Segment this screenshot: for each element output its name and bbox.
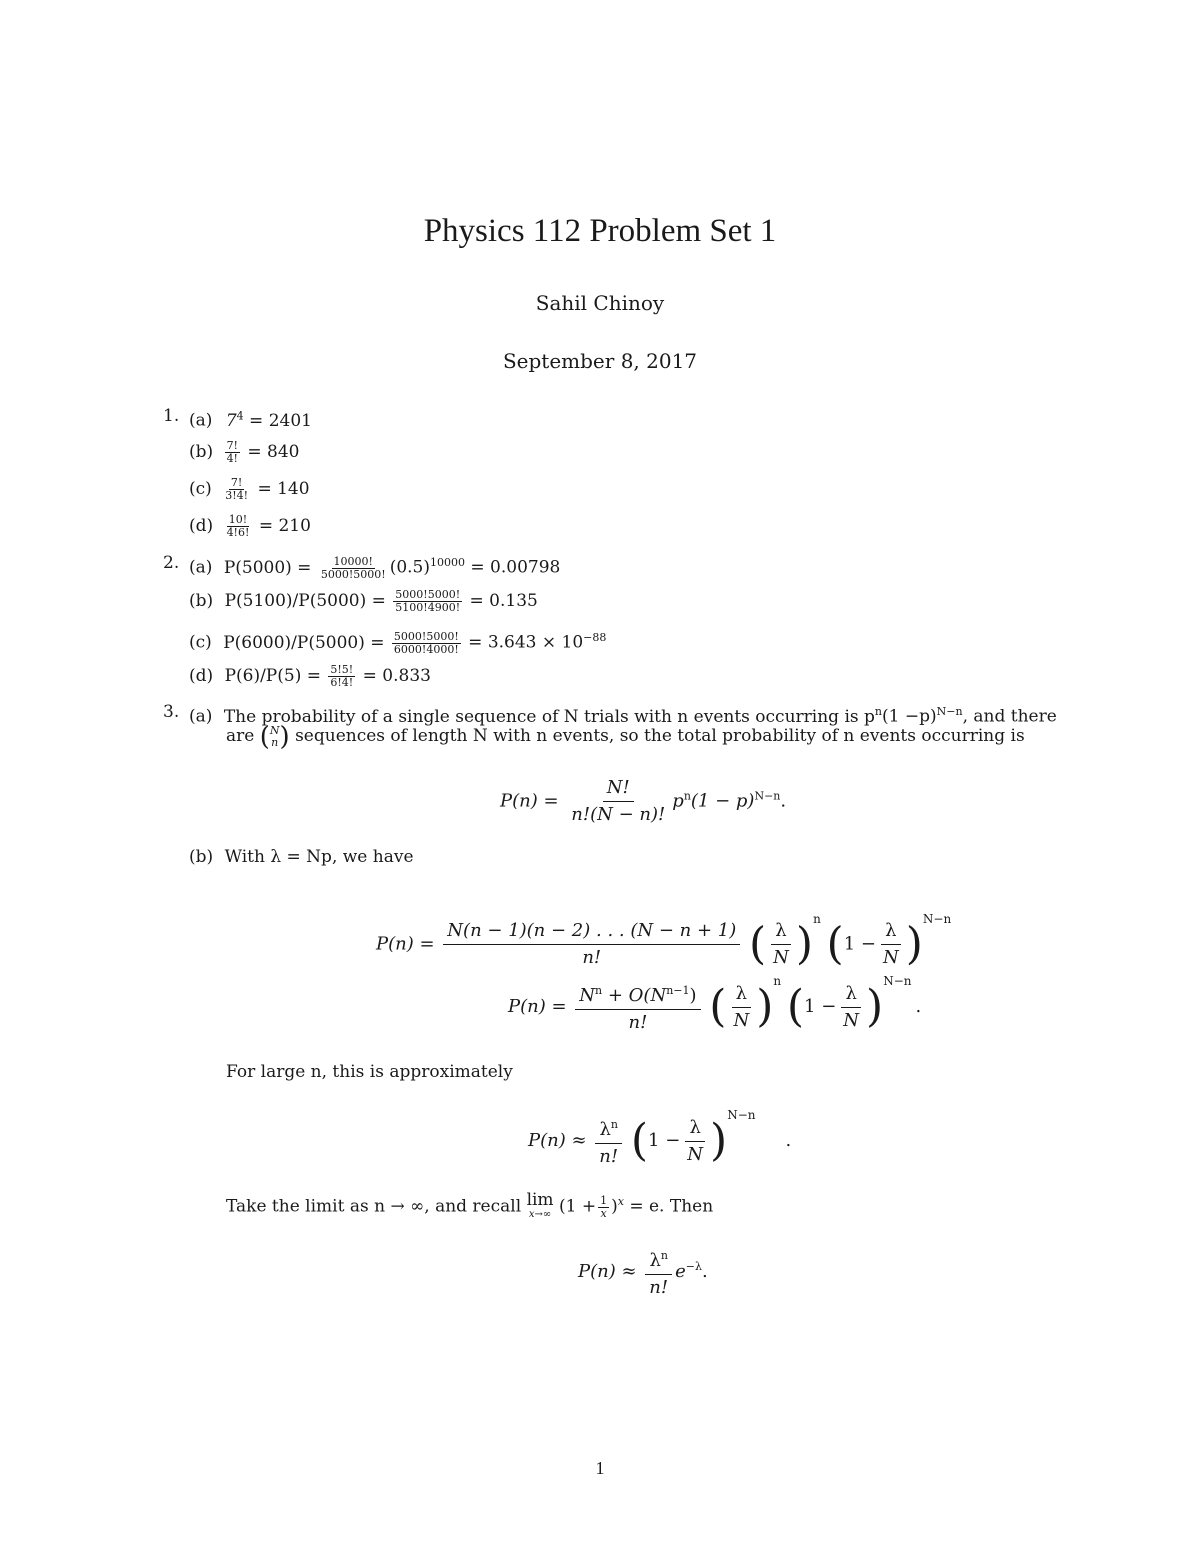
q2a-exp: 10000 [430, 556, 465, 569]
exp-n-minus-n: N−n [883, 974, 912, 988]
q3b-eq3-exp: n [610, 1118, 618, 1131]
q2a [189, 551, 560, 581]
q1d-numerator: 10! [228, 513, 248, 526]
document-title: Physics 112 Problem Set 1 [423, 213, 777, 249]
q2-number: 2. [163, 553, 180, 573]
q1d-result: = 210 [258, 516, 311, 536]
q2b-denominator: 5100!4900! [395, 601, 461, 614]
q2b-result: = 0.135 [469, 591, 538, 611]
author-name: Sahil Chinoy [535, 291, 665, 315]
q3a-eq-lhs: P(n) = [500, 790, 559, 812]
one-minus: 1 − [804, 996, 837, 1017]
q1c-denominator: 3!4! [225, 489, 249, 502]
binomial: ( N n ) [259, 721, 290, 752]
q3a-text1-mid: (1 −p) [882, 706, 937, 727]
q3b-text3-mid: (1 + [558, 1196, 597, 1217]
n-symbol: N [687, 1143, 704, 1165]
q3b-text3-end: = e. Then [629, 1196, 714, 1217]
document-date: September 8, 2017 [502, 349, 698, 373]
q3b-eq2-lhs: P(n) = [508, 996, 567, 1017]
q2c-lhs: P(6000)/P(5000) = [223, 632, 385, 653]
q1a-base: 7 [225, 410, 237, 431]
q3a-eq-denominator: n!(N − n)! [571, 804, 666, 825]
q3b-eq1-numerator: N(n − 1)(n − 2) . . . (N − n + 1) [443, 918, 740, 945]
q3b-eq4-e-exp: −λ [685, 1260, 702, 1273]
q3b-eq1-lhs: P(n) = [376, 933, 435, 955]
q2c [189, 626, 606, 656]
q1d [189, 514, 311, 539]
q2d-label: (d) [189, 666, 214, 686]
exp-n-minus-n: N−n [922, 911, 952, 926]
q3b-equation1: P(n) = $\frac{N(n - 1)(n - 2) . . . (N - n + 1)}{n!}$ ( $\frac{\lambda}{N}$ )$^n$ (1 − $\frac{\lambda}{N}$ )$^{N-n}$ [376, 911, 952, 970]
q3a-text1-end: , and there [962, 706, 1057, 727]
q3b-text3-exp: x [617, 1195, 624, 1208]
q3b-eq4-e: e [675, 1261, 686, 1282]
q2c-denominator: 6000!4000! [393, 642, 459, 656]
q2d-lhs: P(6)/P(5) = [224, 666, 321, 686]
q3a-eq-p: p [672, 790, 684, 812]
q1d-label: (d) [189, 516, 214, 536]
limit-subscript: x→∞ [528, 1209, 552, 1220]
lambda-symbol: λ [881, 918, 900, 945]
q1a-label: (a) [189, 410, 213, 431]
q1b-denominator: 4! [226, 452, 238, 465]
q3b-eq2-num-end: ) [689, 985, 697, 1006]
binomial-top: N [269, 723, 280, 737]
q3b-text3 [226, 1190, 713, 1220]
q1b-label: (b) [189, 442, 214, 462]
q2b-numerator: 5000!5000! [395, 588, 461, 601]
q2d-result: = 0.833 [362, 666, 431, 686]
q2a-label: (a) [189, 557, 213, 578]
q3b-line1 [189, 845, 414, 869]
one-minus: 1 − [648, 1130, 681, 1151]
q3a-eq-p-exp: n [683, 789, 691, 803]
q1a-exp: 4 [236, 409, 244, 422]
n-symbol: N [882, 947, 899, 968]
q3b-eq3-lambda: λ [599, 1119, 611, 1140]
q2b-label: (b) [189, 591, 214, 611]
q3a-eq-end: . [780, 790, 787, 812]
q3b-eq3-denominator: n! [599, 1146, 619, 1167]
q3b-eq2-num-rest: + O(N [607, 985, 667, 1006]
q2c-result: = 3.643 × 10 [468, 632, 584, 653]
one-minus: 1 − [843, 933, 876, 955]
q2a-numerator: 10000! [333, 554, 373, 568]
q3b-equation4 [578, 1243, 708, 1301]
q2c-numerator: 5000!5000! [393, 629, 459, 643]
lambda-symbol: λ [841, 981, 860, 1008]
lambda-symbol: λ [771, 918, 790, 945]
exp-n-minus-n: N−n [727, 1108, 756, 1122]
q3b-eq2-num-exp2: n−1 [666, 984, 690, 997]
q1-number: 1. [163, 406, 180, 426]
q3b-text2: For large n, this is approximately [226, 1062, 513, 1082]
lambda-symbol: λ [685, 1115, 704, 1142]
q2b-lhs: P(5100)/P(5000) = [224, 591, 386, 611]
q2d [189, 664, 431, 689]
q2b [189, 589, 538, 614]
q2d-numerator: 5!5! [330, 663, 354, 676]
q3a-eq-rhs: (1 − p) [690, 790, 755, 812]
q1d-denominator: 4!6! [226, 526, 250, 539]
q2a-lhs: P(5000) = [223, 557, 312, 578]
q3a-text1-exp2: N−n [936, 705, 963, 718]
page-number: 1 [595, 1458, 605, 1478]
q3b-equation3: P(n) ≈ $\frac{\lambda^n}{n!}$ (1 − $\frac{\lambda}{N}$ )$^{N-n}$. [528, 1112, 791, 1170]
q2a-result: = 0.00798 [470, 557, 561, 578]
n-symbol: N [773, 947, 789, 968]
q3a-line2 [226, 721, 1025, 752]
q3a-text2-start: are [226, 726, 255, 746]
q3b-eq2-period: . [915, 996, 922, 1017]
q3-number: 3. [163, 702, 180, 722]
q3b-text3-frac-num: 1 [600, 1193, 608, 1207]
lambda-symbol: λ [732, 981, 751, 1008]
q3b-eq1-denominator: n! [582, 947, 602, 968]
q3b-eq2-denominator: n! [628, 1012, 648, 1033]
q1a [189, 404, 312, 433]
q3b-eq3-lhs: P(n) ≈ [528, 1130, 587, 1151]
n-symbol: N [733, 1009, 750, 1031]
q1c-result: = 140 [257, 479, 310, 499]
q3b-eq4-period: . [701, 1261, 708, 1282]
q3a-eq-numerator: N! [603, 775, 634, 802]
q2a-base: (0.5) [389, 557, 430, 578]
q1a-result: = 2401 [249, 410, 312, 431]
q2a-denominator: 5000!5000! [320, 567, 386, 581]
q3b-eq2-num-n: N [579, 985, 596, 1006]
q3b-label: (b) [189, 847, 214, 867]
q1b-result: = 840 [247, 442, 300, 462]
q3b-eq4-lhs: P(n) ≈ [578, 1261, 637, 1282]
q3b-text3-close: ) [611, 1196, 618, 1217]
q3b-eq4-denominator: n! [649, 1277, 669, 1298]
n-symbol: N [843, 1009, 860, 1031]
q3b-text3-start: Take the limit as n → ∞, and recall [226, 1196, 522, 1217]
q1c-numerator: 7! [230, 476, 243, 489]
q3b-text: With λ = Np, we have [224, 847, 414, 867]
q2c-label: (c) [189, 632, 212, 653]
q3b-equation2: P(n) = $\frac{N^n + O(N^{n-1})}{n!}$ ( $\frac{\lambda}{N}$ )$^n$ (1 − $\frac{\lambda}{N}$ )$^{N-n}$. [508, 978, 921, 1036]
q3b-eq2-num-exp: n [595, 984, 603, 997]
q3b-eq3-period: . [785, 1130, 792, 1151]
q3a-label: (a) [189, 706, 213, 727]
q3b-text3-frac-den: x [600, 1206, 607, 1220]
exp-n: n [773, 974, 782, 988]
exp-n: n [813, 911, 821, 926]
q2d-denominator: 6!4! [330, 676, 354, 689]
q1b-numerator: 7! [226, 439, 238, 452]
q2c-exp: −88 [583, 631, 607, 644]
q3a-text1: The probability of a single sequence of N trials with n events occurring is p [223, 706, 875, 727]
limit-word: lim [526, 1190, 554, 1210]
q3a-equation [500, 775, 786, 828]
q1c [189, 477, 310, 502]
q3b-eq4-exp: n [660, 1249, 668, 1262]
q3a-text1-exp: n [874, 705, 882, 718]
binomial-bottom: n [271, 735, 279, 749]
q3b-eq4-lambda: λ [649, 1250, 661, 1271]
q3a-eq-rhs-exp: N−n [754, 789, 781, 803]
q1c-label: (c) [189, 479, 212, 499]
q3a-text2-end: sequences of length N with n events, so the total probability of n events occurring is [295, 726, 1025, 746]
limit-operator [527, 1190, 554, 1220]
q1b [189, 440, 300, 465]
